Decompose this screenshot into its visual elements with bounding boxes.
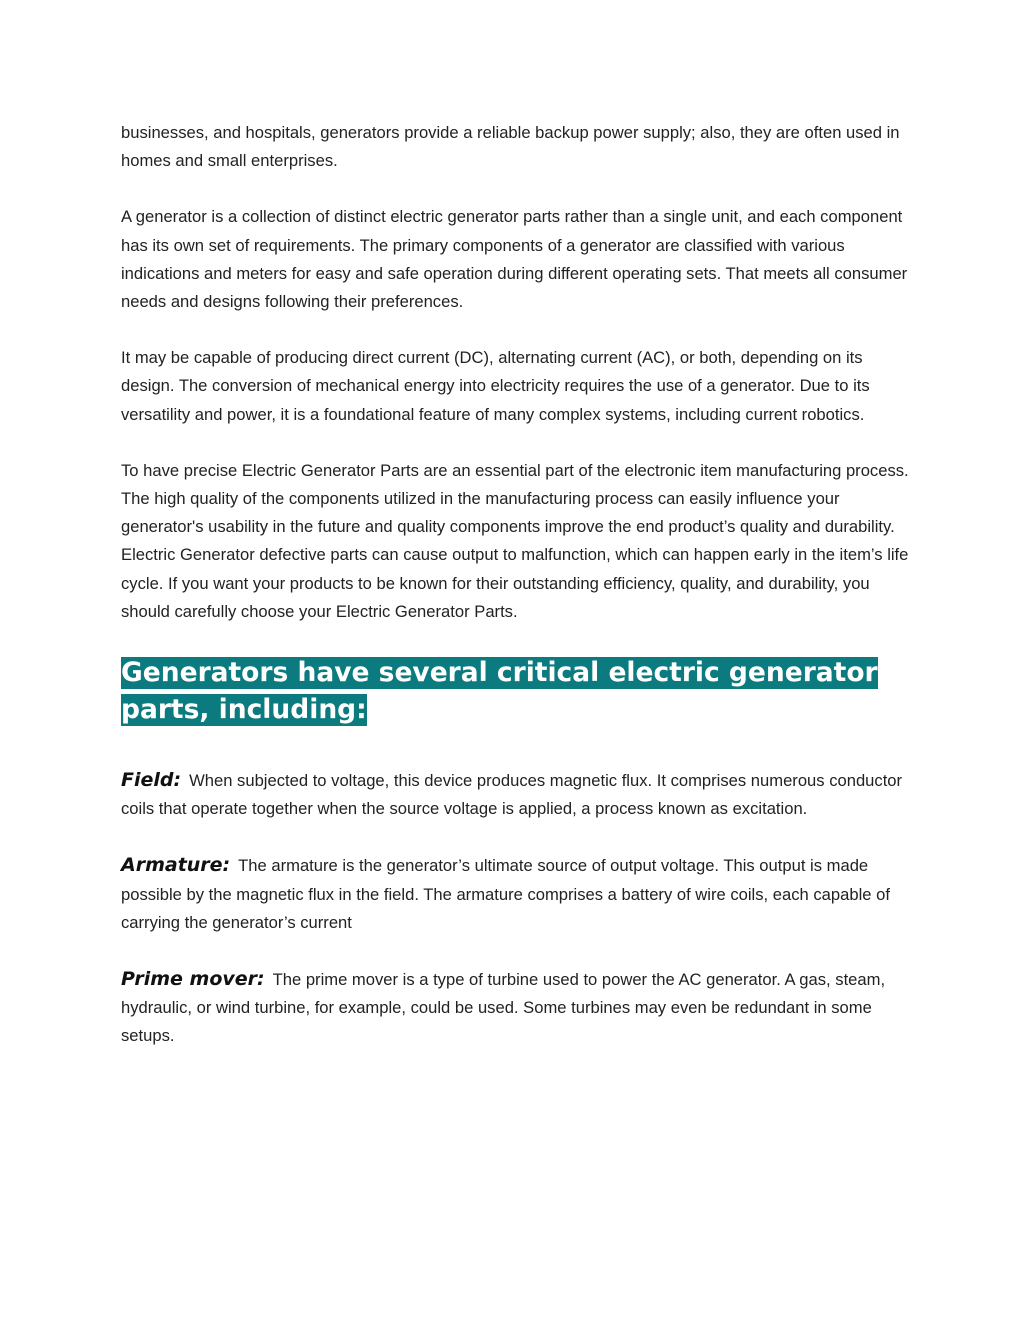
body-paragraph: It may be capable of producing direct current (DC), alternating current (AC), or both, depending on its design. The conversion of mechanical energy into electricity requires the use of a generator. Due to its versatility and power, it is a foundational feature of many complex systems, including current robotics. bbox=[121, 348, 870, 424]
part-description: When subjected to voltage, this device produces magnetic flux. It comprises numerous conductor coils that operate together when the source voltage is applied, a process known as excitation. bbox=[121, 771, 903, 819]
body-paragraph: businesses, and hospitals, generators provide a reliable backup power supply; also, they are often used in homes and small enterprises. bbox=[121, 123, 900, 171]
body-paragraph: To have precise Electric Generator Parts are an essential part of the electronic item manufacturing process. The high quality of the components utilized in the manufacturing process can easily influence your generator's usability in the future and quality components improve the end product’s quality and durability. Electric Generator defective parts can cause output to malfunction, which can happen early in the item’s life cycle. If you want your products to be known for their outstanding efficiency, quality, and durability, you should carefully choose your Electric Generator Parts. bbox=[121, 460, 909, 621]
part-term: Armature: bbox=[121, 854, 231, 877]
part-description: The prime mover is a type of turbine used to power the AC generator. A gas, steam, hydraulic, or wind turbine, for example, could be used. Some turbines may even be redundant in some setups. bbox=[121, 970, 886, 1046]
body-paragraph: A generator is a collection of distinct electric generator parts rather than a single unit, and each component has its own set of requirements. The primary components of a generator are classified with various indications and meters for easy and safe operation during different operating sets. That meets all consumer needs and designs following their preferences. bbox=[121, 207, 908, 312]
part-term: Field: bbox=[121, 769, 182, 792]
part-term: Prime mover: bbox=[121, 968, 265, 991]
section-heading-text: Generators have several critical electric generator parts, including: bbox=[121, 657, 878, 726]
part-description: The armature is the generator’s ultimate source of output voltage. This output is made possible by the magnetic flux in the field. The armature comprises a battery of wire coils, each capable of carrying the generator’s current bbox=[121, 856, 890, 932]
section-heading bbox=[121, 654, 911, 728]
document-page bbox=[121, 119, 911, 1079]
part-prime-mover bbox=[121, 965, 911, 1051]
part-field bbox=[121, 766, 911, 823]
part-armature bbox=[121, 851, 911, 937]
